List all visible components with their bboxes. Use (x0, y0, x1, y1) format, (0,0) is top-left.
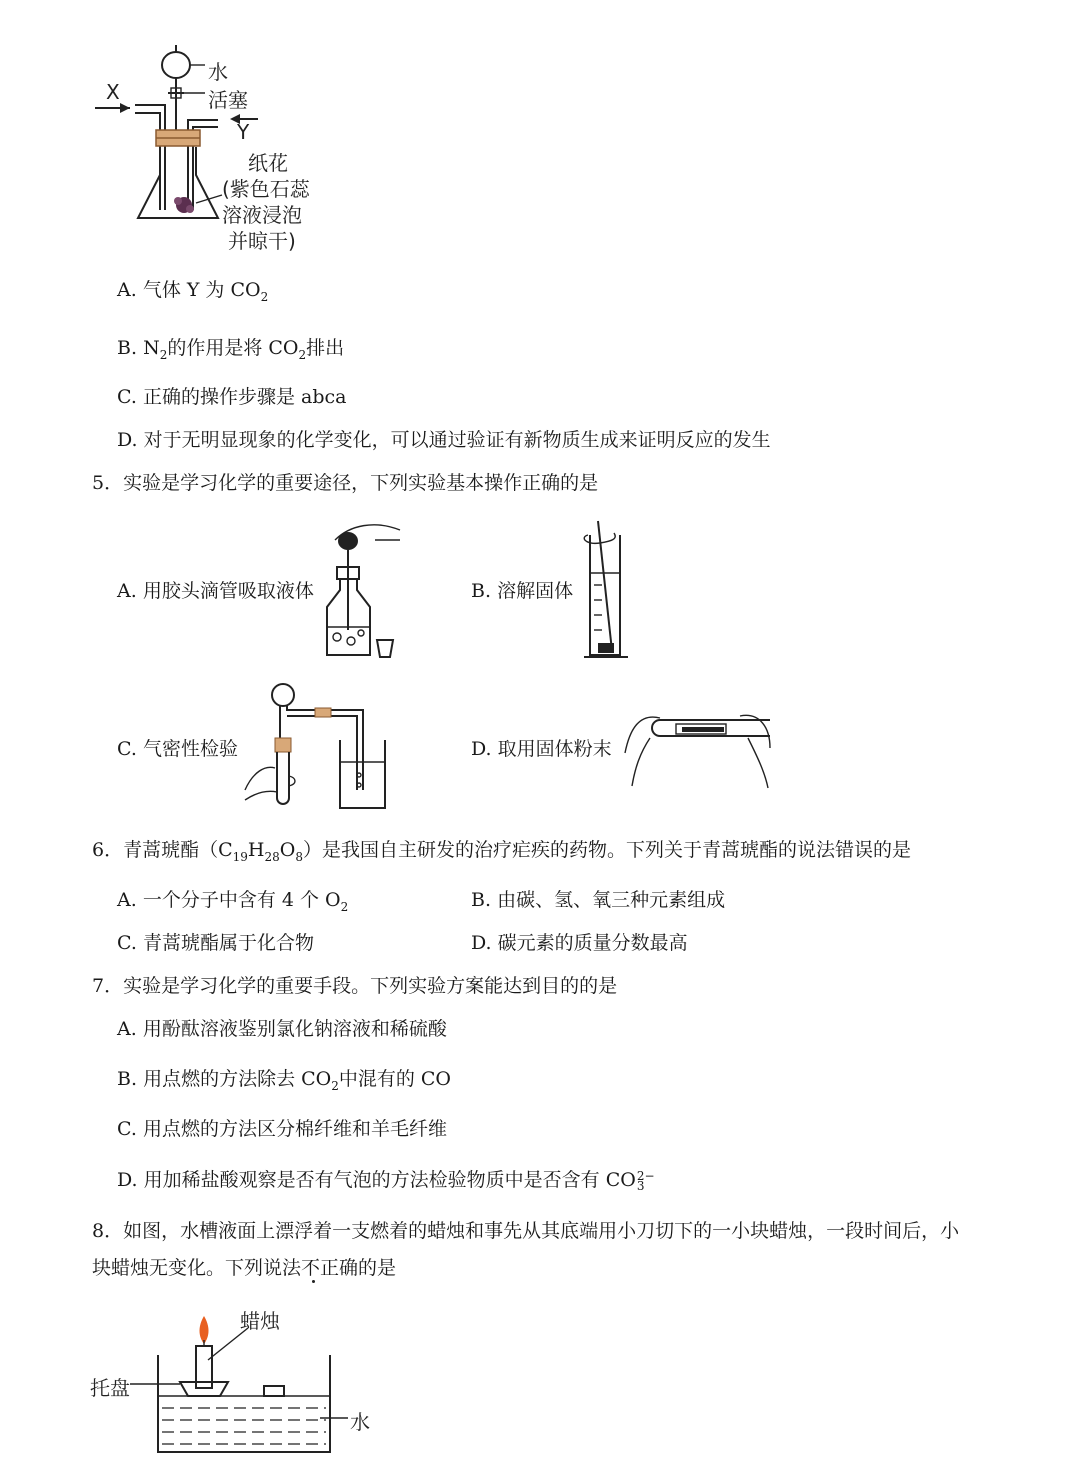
label-x: X (106, 80, 120, 104)
q5-option-a (117, 579, 314, 603)
q5-option-b (471, 579, 573, 603)
subscript: 3 (636, 1179, 645, 1193)
option-text: 的作用是将 CO (167, 337, 299, 359)
label-y: Y (237, 120, 250, 144)
option-text: 用点燃的方法除去 CO (143, 1068, 332, 1090)
subscript: 2 (159, 347, 168, 362)
option-text: 取用固体粉末 (497, 738, 612, 760)
option-letter: A. (117, 580, 137, 602)
option-text: 气体 Y 为 CO (142, 279, 261, 301)
q8-stem-line2: 块蜡烛无变化。下列说法不正确的是 (92, 1257, 397, 1279)
option-text: 用酚酞溶液鉴别氯化钠溶液和稀硫酸 (142, 1018, 447, 1040)
q7-option-a (117, 1017, 447, 1041)
q4-option-d (117, 428, 771, 452)
label-water: 水 (208, 60, 228, 84)
option-text: 中混有的 CO (338, 1068, 452, 1090)
option-letter: D. (117, 429, 138, 451)
option-text: 气密性检验 (142, 738, 238, 760)
powder-test-tube-figure (620, 708, 780, 798)
formula-h: H (247, 839, 265, 861)
airtight-test-figure (245, 680, 405, 815)
option-letter: B. (117, 337, 138, 359)
q4-option-c (117, 385, 346, 409)
option-text: 排出 (306, 337, 345, 359)
q7-option-d (117, 1168, 655, 1192)
q6-option-d (471, 931, 688, 955)
emphasis-dot (312, 1280, 315, 1283)
option-letter: D. (117, 1169, 138, 1191)
subscript: 28 (264, 849, 280, 864)
subscript: 2 (340, 899, 349, 914)
option-text: 碳元素的质量分数最高 (497, 932, 688, 954)
option-letter: D. (471, 738, 492, 760)
option-text: 用胶头滴管吸取液体 (142, 580, 314, 602)
option-text: 青蒿琥酯属于化合物 (142, 932, 314, 954)
label-valve: 活塞 (208, 88, 248, 112)
formula-n: N (143, 337, 160, 359)
q6-stem (92, 838, 911, 862)
q6-option-b (471, 888, 725, 912)
option-letter: C. (117, 386, 137, 408)
option-letter: B. (471, 580, 492, 602)
q8-stem-line1: 8．如图，水槽液面上漂浮着一支燃着的蜡烛和事先从其底端用小刀切下的一小块蜡烛，一段时间后，小 (92, 1220, 960, 1242)
option-letter: C. (117, 738, 137, 760)
option-letter: A. (117, 889, 137, 911)
subscript: 19 (232, 849, 248, 864)
q6-option-a (117, 888, 348, 912)
subscript: 2 (331, 1078, 339, 1093)
q4-option-b (117, 336, 344, 360)
label-paper-flower: 纸花 (248, 151, 288, 175)
label-tray: 托盘 (90, 1376, 130, 1400)
option-text: 用点燃的方法区分棉纤维和羊毛纤维 (142, 1118, 447, 1140)
q5-option-c (117, 737, 238, 761)
stem-text: 6．青蒿琥酯（C (92, 839, 233, 861)
label-note-line3: 并晾干) (228, 229, 296, 253)
q5-stem: 5．实验是学习化学的重要途径，下列实验基本操作正确的是 (92, 472, 599, 494)
label-water: 水 (350, 1410, 370, 1434)
stem-text: ）是我国自主研发的治疗疟疾的药物。下列关于青蒿琥酯的说法错误的是 (303, 839, 912, 861)
option-text: 由碳、氢、氧三种元素组成 (497, 889, 726, 911)
label-note-line1: (紫色石蕊 (222, 177, 310, 201)
subscript: 2 (260, 289, 269, 304)
option-text: 对于无明显现象的化学变化，可以通过验证有新物质生成来证明反应的发生 (143, 429, 771, 451)
superscript: 2− (636, 1169, 655, 1183)
option-letter: B. (117, 1068, 138, 1090)
graduated-cylinder-figure (580, 515, 650, 665)
q7-option-c (117, 1117, 447, 1141)
q4-option-a (117, 278, 268, 302)
option-letter: B. (471, 889, 492, 911)
option-letter: C. (117, 932, 137, 954)
option-letter: C. (117, 1118, 137, 1140)
q7-option-b (117, 1067, 451, 1091)
option-letter: D. (471, 932, 492, 954)
dropper-bottle-figure (315, 515, 425, 665)
option-letter: A. (117, 1018, 137, 1040)
option-text: 溶解固体 (497, 580, 574, 602)
label-note-line2: 溶液浸泡 (222, 203, 302, 227)
option-text: 用加稀盐酸观察是否有气泡的方法检验物质中是否含有 CO (143, 1169, 636, 1191)
subscript: 2 (298, 347, 307, 362)
option-letter: A. (117, 279, 137, 301)
option-text: 一个分子中含有 4 个 O (142, 889, 341, 911)
option-text: 正确的操作步骤是 abca (142, 386, 347, 408)
q6-option-c (117, 931, 314, 955)
q7-stem: 7．实验是学习化学的重要手段。下列实验方案能达到目的的是 (92, 975, 618, 997)
subscript: 8 (295, 849, 303, 864)
q5-option-d (471, 737, 612, 761)
formula-o: O (279, 839, 296, 861)
label-candle: 蜡烛 (240, 1309, 280, 1333)
